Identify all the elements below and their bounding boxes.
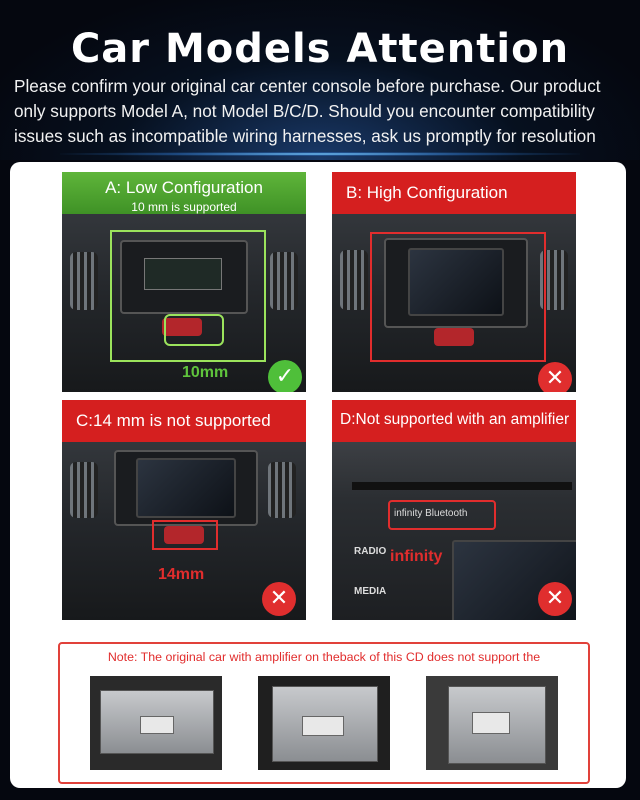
page-title: Car Models Attention bbox=[70, 26, 570, 72]
measurement-label: 14mm bbox=[158, 566, 205, 583]
card-title: B: High Configuration bbox=[346, 183, 508, 202]
measurement-label: 10mm bbox=[182, 364, 229, 381]
content-panel bbox=[10, 162, 626, 788]
cross-icon: ✕ bbox=[538, 582, 572, 616]
card-model-c bbox=[62, 400, 306, 620]
note-box bbox=[58, 642, 590, 784]
card-model-b bbox=[332, 172, 576, 392]
media-label: MEDIA bbox=[354, 586, 387, 597]
brand-badge-text: infinity Bluetooth bbox=[394, 508, 468, 519]
air-vent bbox=[268, 462, 296, 518]
cross-icon: ✕ bbox=[262, 582, 296, 616]
unit-photo-1 bbox=[90, 676, 222, 770]
card-title: D:Not supported with an amplifier bbox=[340, 411, 570, 428]
check-icon: ✓ bbox=[268, 360, 302, 392]
cd-slot bbox=[352, 482, 572, 490]
card-title: A: Low Configuration bbox=[105, 178, 263, 197]
card-subtitle: 10 mm is supported bbox=[131, 200, 237, 214]
card-title: C:14 mm is not supported bbox=[76, 411, 271, 430]
note-text: Note: The original car with amplifier on theback of this CD does not support the bbox=[107, 650, 541, 664]
page-subtitle: Please confirm your original car center console before purchase. Our product only supports Model A, not Model B/C/D. Should you encounter compatibility issues such as incompatible wiring harnesses, ask us promptly for resolution bbox=[14, 76, 601, 146]
card-header bbox=[332, 172, 576, 214]
nav-screen bbox=[136, 458, 236, 518]
card-header bbox=[62, 400, 306, 442]
connector bbox=[302, 716, 344, 736]
unit-photo-2 bbox=[258, 676, 390, 770]
hazard-frame bbox=[152, 520, 218, 550]
connector bbox=[472, 712, 510, 734]
card-model-a bbox=[62, 172, 306, 392]
brand-label: infinity bbox=[390, 548, 443, 565]
glow-divider bbox=[60, 152, 580, 156]
card-model-d bbox=[332, 400, 576, 620]
connector bbox=[140, 716, 174, 734]
air-vent bbox=[340, 250, 368, 310]
air-vent bbox=[270, 252, 298, 310]
card-header bbox=[62, 172, 306, 214]
highlight-frame bbox=[370, 232, 546, 362]
unit-photo-3 bbox=[426, 676, 558, 770]
cross-icon: ✕ bbox=[538, 362, 572, 392]
radio-label: RADIO bbox=[354, 546, 387, 557]
air-vent bbox=[70, 252, 98, 310]
air-vent bbox=[70, 462, 98, 518]
card-header bbox=[332, 400, 576, 442]
hazard-frame bbox=[164, 314, 224, 346]
